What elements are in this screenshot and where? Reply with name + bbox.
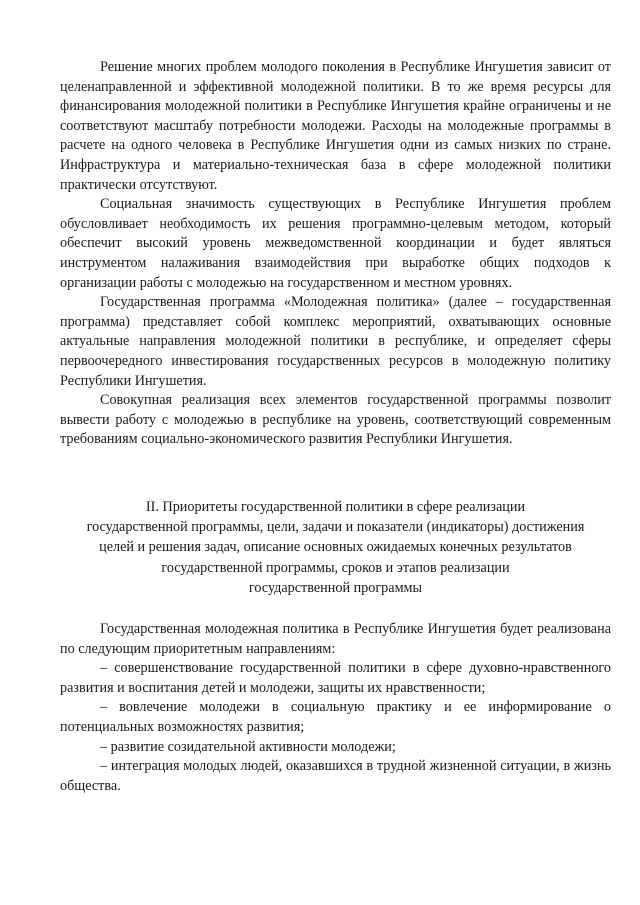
priority-item: – интеграция молодых людей, оказавшихся в трудной жизненной ситуации, в жизнь общества. — [60, 758, 611, 794]
intro-paragraph-3: Государственная программа «Молодежная политика» (далее – государственная программа) представляет собой комплекс мероприятий, охватывающих основные актуальные направления молодежной политики в республике, и определяет сферы первоочередного инвестирования государственных ресурсов в молодежную политику Республики Ингушетия. — [60, 294, 611, 389]
intro-paragraph-1: Решение многих проблем молодого поколения в Республике Ингушетия зависит от целенаправленной и эффективной молодежной политики. В то же время ресурсы для финансирования молодежной политики в Республике Ингушетия крайне ограничены и не соответствуют масштабу потребности молодежи. Расходы на молодежные программы в расчете на одного человека в Республике Ингушетия одни из самых низких по стране. Инфраструктура и материально-техническая база в сфере молодежной политики практически отсутствуют. — [60, 59, 611, 193]
priorities-section — [60, 620, 611, 796]
intro-paragraph-2: Социальная значимость существующих в Республике Ингушетия проблем обусловливает необходимость их решения программно-целевым методом, который обеспечит высокий уровень межведомственной координации и будет являться инструментом налаживания взаимодействия при выработке общих подходов к организации работы с молодежью на государственном и местном уровнях. — [60, 196, 611, 291]
section-heading-line-4: государственной программы, сроков и этапов реализации — [161, 559, 510, 576]
section-heading-line-5: государственной программы — [248, 579, 423, 596]
priority-item: – вовлечение молодежи в социальную практику и ее информирование о потенциальных возможностях развития; — [60, 699, 611, 735]
section-heading-line-2: государственной программы, цели, задачи и показатели (индикаторы) достижения — [86, 519, 585, 536]
section-heading-line-3: целей и решения задач, описание основных ожидаемых конечных результатов — [99, 539, 572, 556]
intro-paragraph-4: Совокупная реализация всех элементов государственной программы позволит вывести работу с молодежью в республике на уровень, соответствующий современным требованиям социально-экономического развития Республики Ингушетия. — [60, 392, 611, 448]
section-intro-paragraph: Государственная молодежная политика в Республике Ингушетия будет реализована по следующим приоритетным направлениям: — [60, 621, 611, 657]
priority-item: – развитие созидательной активности молодежи; — [100, 738, 396, 755]
priority-item: – совершенствование государственной политики в сфере духовно-нравственного развития и воспитания детей и молодежи, защиты их нравственности; — [60, 660, 611, 696]
section-heading-line-1: II. Приоритеты государственной политики в сфере реализации — [145, 499, 526, 515]
intro-section — [60, 58, 611, 450]
section-heading — [60, 497, 611, 598]
